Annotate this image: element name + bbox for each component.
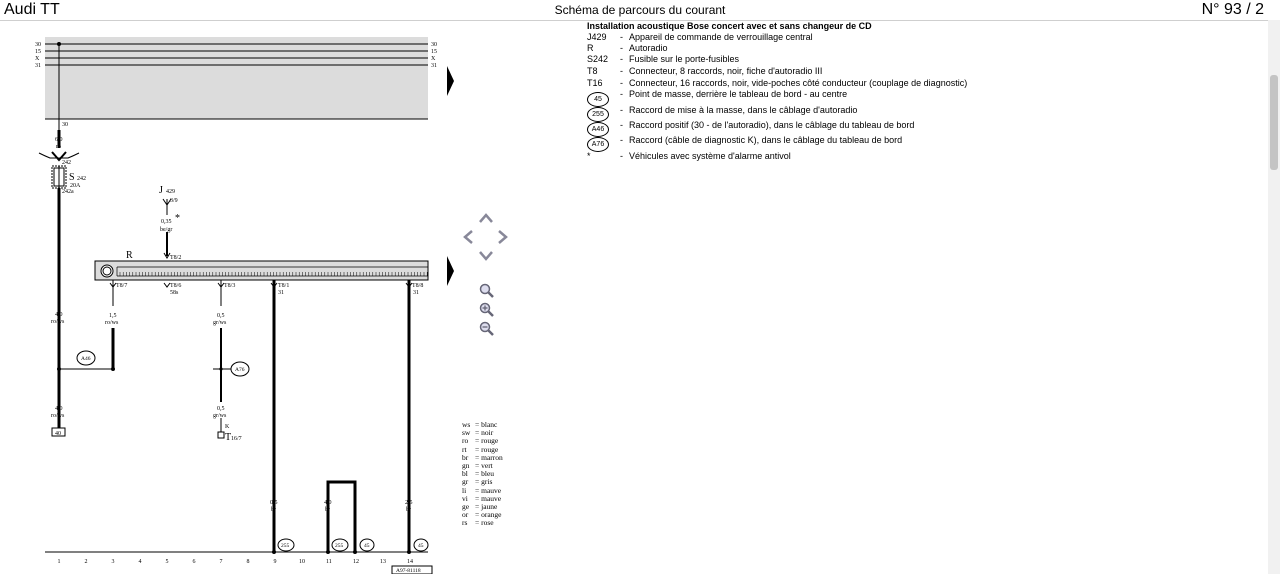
r-label: R <box>126 250 133 261</box>
ground-45-a-label: 45 <box>364 543 370 549</box>
track-number: 3 <box>111 559 115 565</box>
bus-label-x-right: X <box>431 56 436 62</box>
color-name: gris <box>481 477 493 487</box>
color-name: blanc <box>481 420 498 429</box>
wire-14-color: br <box>406 507 411 513</box>
legend-panel: Installation acoustique Bose concert avec et sans changeur de CD J429 - Appareil de commande de verrouillage central R - Autoradio S242 - Fusible sur le porte-fusibles T8 - Connecteur, 8 raccords, noir, fiche d'autoradio III T16 - Connecteur, 16 raccords, noir, vide-poches côté conducteur (couplage de diagnostic) 45 - Point de masse, derrière le tableau de bord - au centre 255 - Raccord de mise à la masse, dans le câblage d'autoradio A46 - Raccord positif (30 - de l'autoradio), dans le câblage du tableau de bord A76 - Raccord (câble de diagnostic K), dans le câblage du tableau de bord * - Véhicules avec système d'alarme antivol <box>587 21 968 161</box>
j429-pin: 3/9 <box>170 198 178 204</box>
k-label: K <box>225 424 230 430</box>
wiring-diagram <box>0 0 460 574</box>
wire-1b-color: ro/ws <box>51 413 65 419</box>
conn-t8-3: T8/3 <box>224 283 236 289</box>
legend-desc: Connecteur, 8 raccords, noir, fiche d'autoradio III <box>629 66 823 76</box>
legend-title: Installation acoustique Bose concert avec et sans changeur de CD <box>587 21 872 31</box>
wire-3-color: ro/ws <box>105 320 119 326</box>
color-name: jaune <box>481 502 498 512</box>
color-key-row: ro = rouge <box>462 436 499 446</box>
color-key-row: br = marron <box>462 452 503 462</box>
bus-label-x-left: X <box>35 56 40 62</box>
color-code: ws <box>462 420 471 429</box>
color-key-row: vi = mauve <box>462 493 502 503</box>
legend-code: T16 <box>587 78 603 88</box>
j429-number: 429 <box>166 189 175 195</box>
wire-11-section: 4,0 <box>324 500 332 506</box>
color-key-row: rt = rouge <box>462 444 499 454</box>
color-key-row: li = mauve <box>462 485 502 495</box>
ground-45-b-label: 45 <box>418 543 424 549</box>
legend-desc: Raccord positif (30 - de l'autoradio), dans le câblage du tableau de bord <box>629 120 915 130</box>
color-code: rs <box>462 518 468 528</box>
node-a46-label: A46 <box>81 356 91 362</box>
wire-30-section: 6,0 <box>55 137 63 143</box>
fuse-pin-top: 242 <box>62 160 71 166</box>
pan-up-icon[interactable] <box>478 212 494 224</box>
track-number: 13 <box>380 559 386 565</box>
color-name: rose <box>481 518 494 528</box>
reference-code: A97-81118 <box>396 568 421 574</box>
scrollbar-thumb[interactable] <box>1270 75 1278 170</box>
track-number: 2 <box>84 559 88 565</box>
terminal-40-label: 40 <box>55 431 61 437</box>
color-name: rouge <box>481 444 499 454</box>
track-number: 14 <box>407 559 413 565</box>
color-name: mauve <box>481 485 502 495</box>
wire-1a-color: ro/ws <box>51 319 65 325</box>
color-name: rouge <box>481 436 499 446</box>
legend-desc: Fusible sur le porte-fusibles <box>629 54 740 64</box>
continue-arrow-top[interactable] <box>447 66 454 96</box>
fuse-rating: 20A <box>70 183 81 189</box>
color-name: orange <box>481 510 502 520</box>
color-name: bleu <box>481 469 495 479</box>
wire-9-color: br <box>271 507 276 513</box>
conn-t8-6-sig: 58s <box>170 290 179 296</box>
bus-label-31-left: 31 <box>35 63 41 69</box>
conn-t8-1: T8/1 <box>278 283 290 289</box>
track-number: 11 <box>326 559 332 565</box>
wire-30-color: ro <box>56 144 61 150</box>
color-key-row: rs = rose <box>462 518 494 528</box>
track-number: 6 <box>192 559 196 565</box>
color-key-row: ge = jaune <box>462 502 498 512</box>
color-key-row: ws = blanc <box>462 420 498 429</box>
track-number: 10 <box>299 559 305 565</box>
legend-desc: Autoradio <box>629 43 668 53</box>
pan-right-icon[interactable] <box>497 229 509 245</box>
legend-code: 45 <box>587 92 609 107</box>
color-name: noir <box>481 428 494 438</box>
legend-code: A46 <box>587 122 609 137</box>
track-number: 8 <box>246 559 250 565</box>
model-title: Audi TT <box>4 1 60 18</box>
bus-label-31-right: 31 <box>431 63 437 69</box>
wire-30-label: 30 <box>62 122 68 128</box>
fuse-pin-bottom: 242a <box>62 189 74 195</box>
color-code: sw <box>462 428 471 438</box>
wire-11-color: br <box>325 507 330 513</box>
conn-t8-7: T8/7 <box>116 283 128 289</box>
color-name: marron <box>481 452 503 462</box>
wire-14-section: 2,5 <box>405 500 413 506</box>
track-number: 9 <box>273 559 277 565</box>
color-code-key <box>462 421 503 528</box>
legend-code: T8 <box>587 66 598 76</box>
t16-letter: T <box>225 432 232 443</box>
color-key-row: bl = bleu <box>462 469 495 479</box>
legend-code: * <box>587 151 591 161</box>
bus-label-15-left: 15 <box>35 49 41 55</box>
legend-desc: Appareil de commande de verrouillage central <box>629 32 813 42</box>
conn-t8-1-sig: 31 <box>278 290 284 296</box>
continue-arrow-middle[interactable] <box>447 256 454 286</box>
conn-t8-8-sig: 31 <box>413 290 419 296</box>
color-code: bl <box>462 469 468 479</box>
legend-code: A76 <box>587 137 609 152</box>
color-key-row: sw = noir <box>462 428 494 438</box>
wire-7a-section: 0,5 <box>217 313 225 319</box>
wire-1a-section: 4,0 <box>55 312 63 318</box>
zoom-out-icon[interactable] <box>479 321 494 336</box>
wire-9-section: 0,5 <box>270 500 278 506</box>
connector-t16 <box>218 432 224 438</box>
color-key-row: gr = gris <box>462 477 493 487</box>
color-code: br <box>462 452 469 462</box>
node-a76-label: A76 <box>235 367 245 373</box>
j429-color: be/gr <box>160 227 173 233</box>
j429-connector: T8/2 <box>170 255 182 261</box>
bus-label-15-right: 15 <box>431 49 437 55</box>
wire-7a-color: gr/ws <box>213 320 227 326</box>
vertical-scrollbar[interactable] <box>1268 20 1280 574</box>
supply-bus-area <box>45 37 428 119</box>
legend-desc: Connecteur, 16 raccords, noir, vide-poches côté conducteur (couplage de diagnostic) <box>629 78 968 88</box>
conn-t8-8: T8/8 <box>412 283 424 289</box>
legend-code: S242 <box>587 54 609 64</box>
color-code: or <box>462 510 469 520</box>
track-number: 12 <box>353 559 359 565</box>
wire-1b-section: 4,0 <box>55 406 63 412</box>
color-name: vert <box>481 461 493 471</box>
wire-3-section: 1,5 <box>109 313 117 319</box>
j429-letter: J <box>159 185 163 196</box>
color-key-row: gn = vert <box>462 461 493 471</box>
t16-pin: 16/7 <box>231 436 242 442</box>
zoom-fit-icon[interactable] <box>479 283 494 298</box>
bus-label-30-left: 30 <box>35 42 41 48</box>
color-code: gr <box>462 477 469 487</box>
track-number: 4 <box>138 559 142 565</box>
zoom-in-icon[interactable] <box>479 302 494 317</box>
color-code: li <box>462 485 467 495</box>
color-code: gn <box>462 461 470 471</box>
legend-code: 255 <box>587 107 609 122</box>
ground-255-a-label: 255 <box>281 543 290 549</box>
fuse-number: 242 <box>77 176 86 182</box>
legend-code: R <box>587 43 594 53</box>
j429-section: 0,35 <box>161 219 172 225</box>
legend-code: J429 <box>587 32 607 42</box>
autoradio-r <box>95 261 428 280</box>
legend-desc: Point de masse, derrière le tableau de bord - au centre <box>629 89 848 99</box>
ground-255-b-label: 255 <box>335 543 344 549</box>
document-title: Schéma de parcours du courant <box>554 3 726 17</box>
track-number: 7 <box>219 559 223 565</box>
color-key-row: or = orange <box>462 510 502 520</box>
bus-label-30-right: 30 <box>431 42 437 48</box>
legend-desc: Raccord de mise à la masse, dans le câblage d'autoradio <box>629 105 858 115</box>
color-code: rt <box>462 444 467 454</box>
track-number: 5 <box>165 559 169 565</box>
color-code: ro <box>462 436 469 446</box>
wire-7b-section: 0,5 <box>217 406 225 412</box>
fuse-letter: S <box>69 172 75 183</box>
j429-star: * <box>175 213 180 224</box>
track-number: 1 <box>57 559 61 565</box>
page-number: N° 93 / 2 <box>1201 1 1264 18</box>
legend-desc: Véhicules avec système d'alarme antivol <box>629 151 791 161</box>
color-name: mauve <box>481 493 502 503</box>
pan-down-icon[interactable] <box>478 250 494 262</box>
conn-t8-6: T8/6 <box>170 283 182 289</box>
legend-desc: Raccord (câble de diagnostic K), dans le câblage du tableau de bord <box>629 135 903 145</box>
wire-7b-color: gr/ws <box>213 413 227 419</box>
color-code: vi <box>462 493 468 503</box>
color-code: ge <box>462 502 470 512</box>
pan-left-icon[interactable] <box>462 229 474 245</box>
